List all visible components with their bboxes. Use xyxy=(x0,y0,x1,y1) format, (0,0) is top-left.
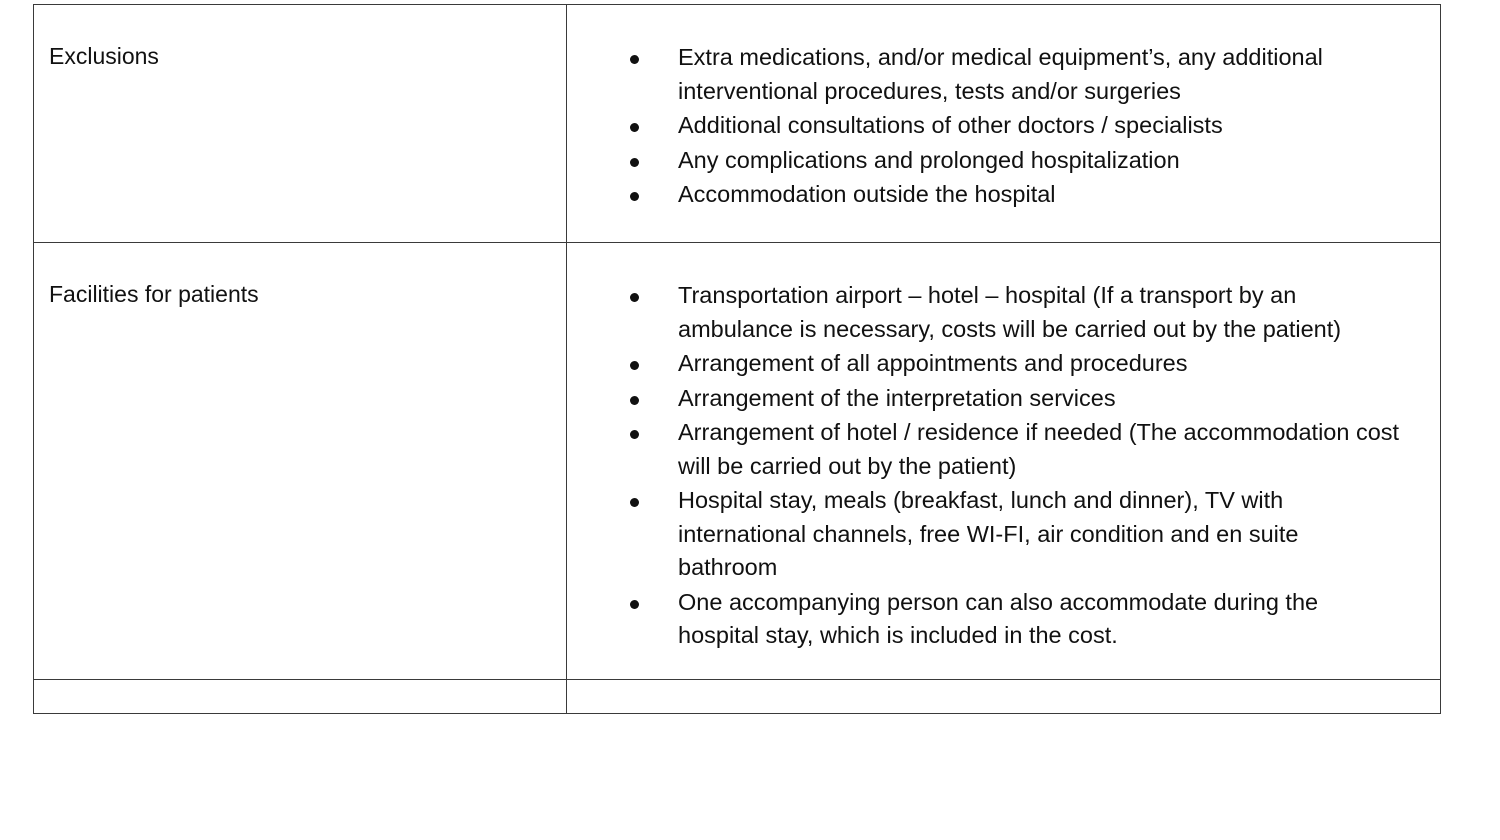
list-item-text: Accommodation outside the hospital xyxy=(678,181,1056,207)
bullet-icon xyxy=(630,396,639,405)
bullet-icon xyxy=(630,430,639,439)
empty-cell-right xyxy=(567,680,1441,714)
list-item xyxy=(567,586,1400,653)
list-item xyxy=(567,144,1400,178)
bullet-icon xyxy=(630,158,639,167)
list-item xyxy=(567,382,1400,416)
list-item-text: Hospital stay, meals (breakfast, lunch and dinner), TV with international channels, free WI-FI, air condition and en suite bathroom xyxy=(678,487,1299,580)
list-item xyxy=(567,109,1400,143)
facilities-list xyxy=(567,243,1440,653)
bullet-icon xyxy=(630,293,639,302)
list-item-text: Transportation airport – hotel – hospital (If a transport by an ambulance is necessary, costs will be carried out by the patient) xyxy=(678,282,1342,342)
table-row-exclusions xyxy=(34,5,1441,243)
bullet-icon xyxy=(630,600,639,609)
bullet-icon xyxy=(630,55,639,64)
list-item xyxy=(567,484,1400,585)
table-row-empty xyxy=(34,680,1441,714)
bullet-icon xyxy=(630,498,639,507)
list-item xyxy=(567,41,1400,108)
row-content-exclusions xyxy=(567,5,1441,243)
row-label-exclusions: Exclusions xyxy=(34,5,567,243)
bullet-icon xyxy=(630,361,639,370)
list-item xyxy=(567,416,1400,483)
list-item xyxy=(567,347,1400,381)
services-table xyxy=(33,4,1441,714)
list-item-text: One accompanying person can also accommodate during the hospital stay, which is included in the cost. xyxy=(678,588,1319,648)
row-label-facilities: Facilities for patients xyxy=(34,243,567,680)
list-item-text: Extra medications, and/or medical equipment’s, any additional interventional procedures, tests and/or surgeries xyxy=(678,44,1323,104)
list-item-text: Arrangement of the interpretation services xyxy=(678,384,1116,411)
bullet-icon xyxy=(630,192,639,201)
table-row-facilities xyxy=(34,243,1441,680)
bullet-icon xyxy=(630,123,639,132)
list-item-text: Arrangement of hotel / residence if needed (The accommodation cost will be carried out by the patient) xyxy=(678,419,1400,479)
list-item xyxy=(567,279,1400,346)
list-item-text: Additional consultations of other doctors / specialists xyxy=(678,112,1223,138)
empty-cell-left xyxy=(34,680,567,714)
list-item-text: Arrangement of all appointments and procedures xyxy=(678,350,1188,376)
list-item-text: Any complications and prolonged hospitalization xyxy=(678,146,1180,173)
row-content-facilities xyxy=(567,243,1441,680)
list-item xyxy=(567,178,1400,212)
exclusions-list xyxy=(567,5,1440,212)
